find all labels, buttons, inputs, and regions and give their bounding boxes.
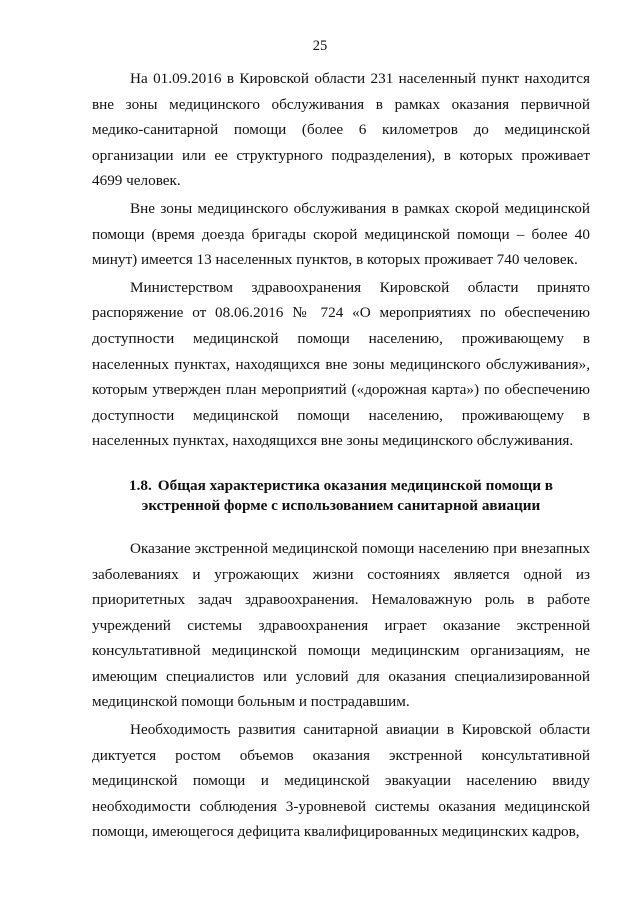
paragraph-ministry-order: Министерством здравоохранения Кировской области принято распоряжение от 08.06.2016 № 724 «О мероприятиях по обеспечению доступности медицинской помощи населению, проживающему в населенных пунктах, находящихся вне зоны медицинского обслуживания», которым утвержден план мероприятий («дорожная карта») по обеспечению доступности медицинской помощи населению, проживающему в населенных пунктах, находящихся вне зоны медицинского обслуживания. (92, 278, 590, 450)
paragraph-emergency-care-priority: Оказание экстренной медицинской помощи населению при внезапных заболеваниях и угрожающих жизни состояниях является одной из приоритетных задач здравоохранения. Немаловажную роль в работе учреждений системы здравоохранения играет оказание экстренной консультативной медицинской помощи медицинским организациям, не имеющим специалистов или условий для оказания специализированной медицинской помощи больным и пострадавшим. (92, 539, 590, 711)
page-number: 25 (312, 38, 328, 54)
section-title: Общая характеристика оказания медицинской помощи в экстренной форме с использованием санитарной авиации (141, 476, 553, 514)
paragraph-air-ambulance-necessity: Необходимость развития санитарной авиации в Кировской области диктуется ростом объемов оказания экстренной консультативной медицинской помощи и медицинской эвакуации населению ввиду необходимости соблюдения 3-уровневой системы оказания медицинской помощи, имеющегося дефицита квалифицированных медицинских кадров, (92, 721, 590, 841)
document-body (92, 66, 590, 845)
paragraph-population-outside-emergency-care: Вне зоны медицинского обслуживания в рамках скорой медицинской помощи (время доезда бригады скорой медицинской помощи – более 40 минут) имеется 13 населенных пунктов, в которых проживает 740 человек. (92, 199, 590, 269)
paragraph-population-outside-primary-care: На 01.09.2016 в Кировской области 231 населенный пункт находится вне зоны медицинского обслуживания в рамках оказания первичной медико-санитарной помощи (более 6 километров до медицинской организации или ее структурного подразделения), в которых проживает 4699 человек. (92, 70, 590, 190)
section-number: 1.8. (129, 476, 152, 494)
section-heading (92, 476, 590, 516)
